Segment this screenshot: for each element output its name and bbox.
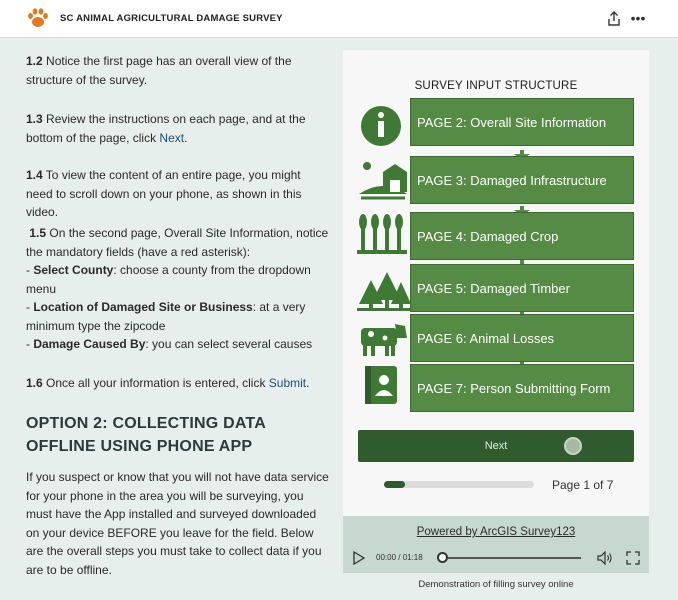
- next-button[interactable]: [358, 430, 634, 462]
- step-number: 1.5: [29, 226, 47, 240]
- step-number: 1.6: [26, 376, 43, 390]
- play-icon[interactable]: [352, 551, 366, 565]
- playback-knob[interactable]: [437, 552, 448, 563]
- barn-icon: [359, 162, 407, 198]
- step-number: 1.2: [26, 54, 43, 68]
- fullscreen-icon[interactable]: [626, 551, 640, 565]
- option-2-heading: OPTION 2: COLLECTING DATA OFFLINE USING PHONE APP: [26, 415, 266, 455]
- step-text: To view the content of an entire page, you might need to scroll down on your phone, as shown in this video.: [26, 168, 302, 219]
- step-text: Review the instructions on each page, and at the bottom of the page, click: [26, 112, 306, 145]
- next-link[interactable]: Next: [159, 130, 185, 145]
- crop-icon: [357, 214, 407, 254]
- top-bar: [0, 0, 678, 38]
- playback-scrubber[interactable]: [439, 557, 581, 559]
- step-text: Notice the first page has an overall view of the structure of the survey.: [26, 54, 292, 87]
- paw-icon: [26, 6, 50, 30]
- trees-icon: [357, 272, 413, 311]
- cow-icon: [361, 324, 407, 356]
- video-player[interactable]: [343, 50, 649, 573]
- step-text: Once all your information is entered, click: [42, 376, 269, 390]
- structure-title: SURVEY INPUT STRUCTURE: [414, 80, 578, 92]
- page-5-label: PAGE 5: Damaged Timber: [410, 264, 634, 312]
- tap-indicator: [564, 437, 582, 455]
- field-select-county: Select County: [33, 263, 114, 277]
- field-location: Location of Damaged Site or Business: [33, 300, 253, 314]
- next-button-label: Next: [484, 440, 508, 452]
- powered-by-link[interactable]: Powered by ArcGIS Survey123: [416, 526, 576, 538]
- option-2-text: If you suspect or know that you will not have data service for your phone in the area you will be surveying, you must have the App installed and surveyed downloaded on your device BEFORE you leave for the field. Below are the overall steps you must take to collect data if you are to be offline.: [26, 470, 329, 577]
- page-2-label: PAGE 2: Overall Site Information: [410, 98, 634, 146]
- submit-link[interactable]: Submit: [268, 376, 307, 390]
- step-1-5: 1.5 On the second page, Overall Site Information, notice the mandatory fields (have a red asterisk): - Select County: choose a county from the dropdown menu - Location of Damaged Site or Business: at a very minimum type the zipcode - Damage Caused By: you can select several causes: [26, 226, 329, 351]
- step-1-4: [26, 166, 330, 222]
- page-4-label: PAGE 4: Damaged Crop: [410, 212, 634, 260]
- page-6-label: PAGE 6: Animal Losses: [410, 314, 634, 362]
- volume-icon[interactable]: [597, 551, 613, 565]
- survey-progress-bar: [384, 481, 534, 488]
- page-count: Page 1 of 7: [552, 478, 614, 492]
- contact-icon: [365, 366, 397, 404]
- step-number: 1.3: [26, 112, 43, 126]
- step-1-6: 1.6 Once all your information is entered, click Submit.: [26, 376, 310, 390]
- share-icon[interactable]: [605, 10, 623, 28]
- video-caption: Demonstration of filling survey online: [418, 579, 574, 590]
- step-1-3: 1.3 Review the instructions on each page, and at the bottom of the page, click Next.: [26, 112, 306, 145]
- step-text: On the second page, Overall Site Information, notice the mandatory fields (have a red asterisk):: [26, 226, 329, 259]
- page-7-label: PAGE 7: Person Submitting Form: [410, 364, 634, 412]
- playback-time: 00:00 / 01:18: [376, 553, 423, 562]
- more-options-button[interactable]: •••: [630, 10, 646, 26]
- survey-progress-fill: [384, 481, 405, 488]
- video-frame[interactable]: [343, 50, 649, 516]
- page-3-label: PAGE 3: Damaged Infrastructure: [410, 156, 634, 204]
- info-icon: [361, 106, 401, 146]
- video-controls: [343, 516, 649, 573]
- step-number: 1.4: [26, 168, 43, 182]
- app-title: SC ANIMAL AGRICULTURAL DAMAGE SURVEY: [60, 13, 283, 24]
- field-damage-cause: Damage Caused By: [33, 337, 146, 351]
- step-1-2: [26, 52, 330, 89]
